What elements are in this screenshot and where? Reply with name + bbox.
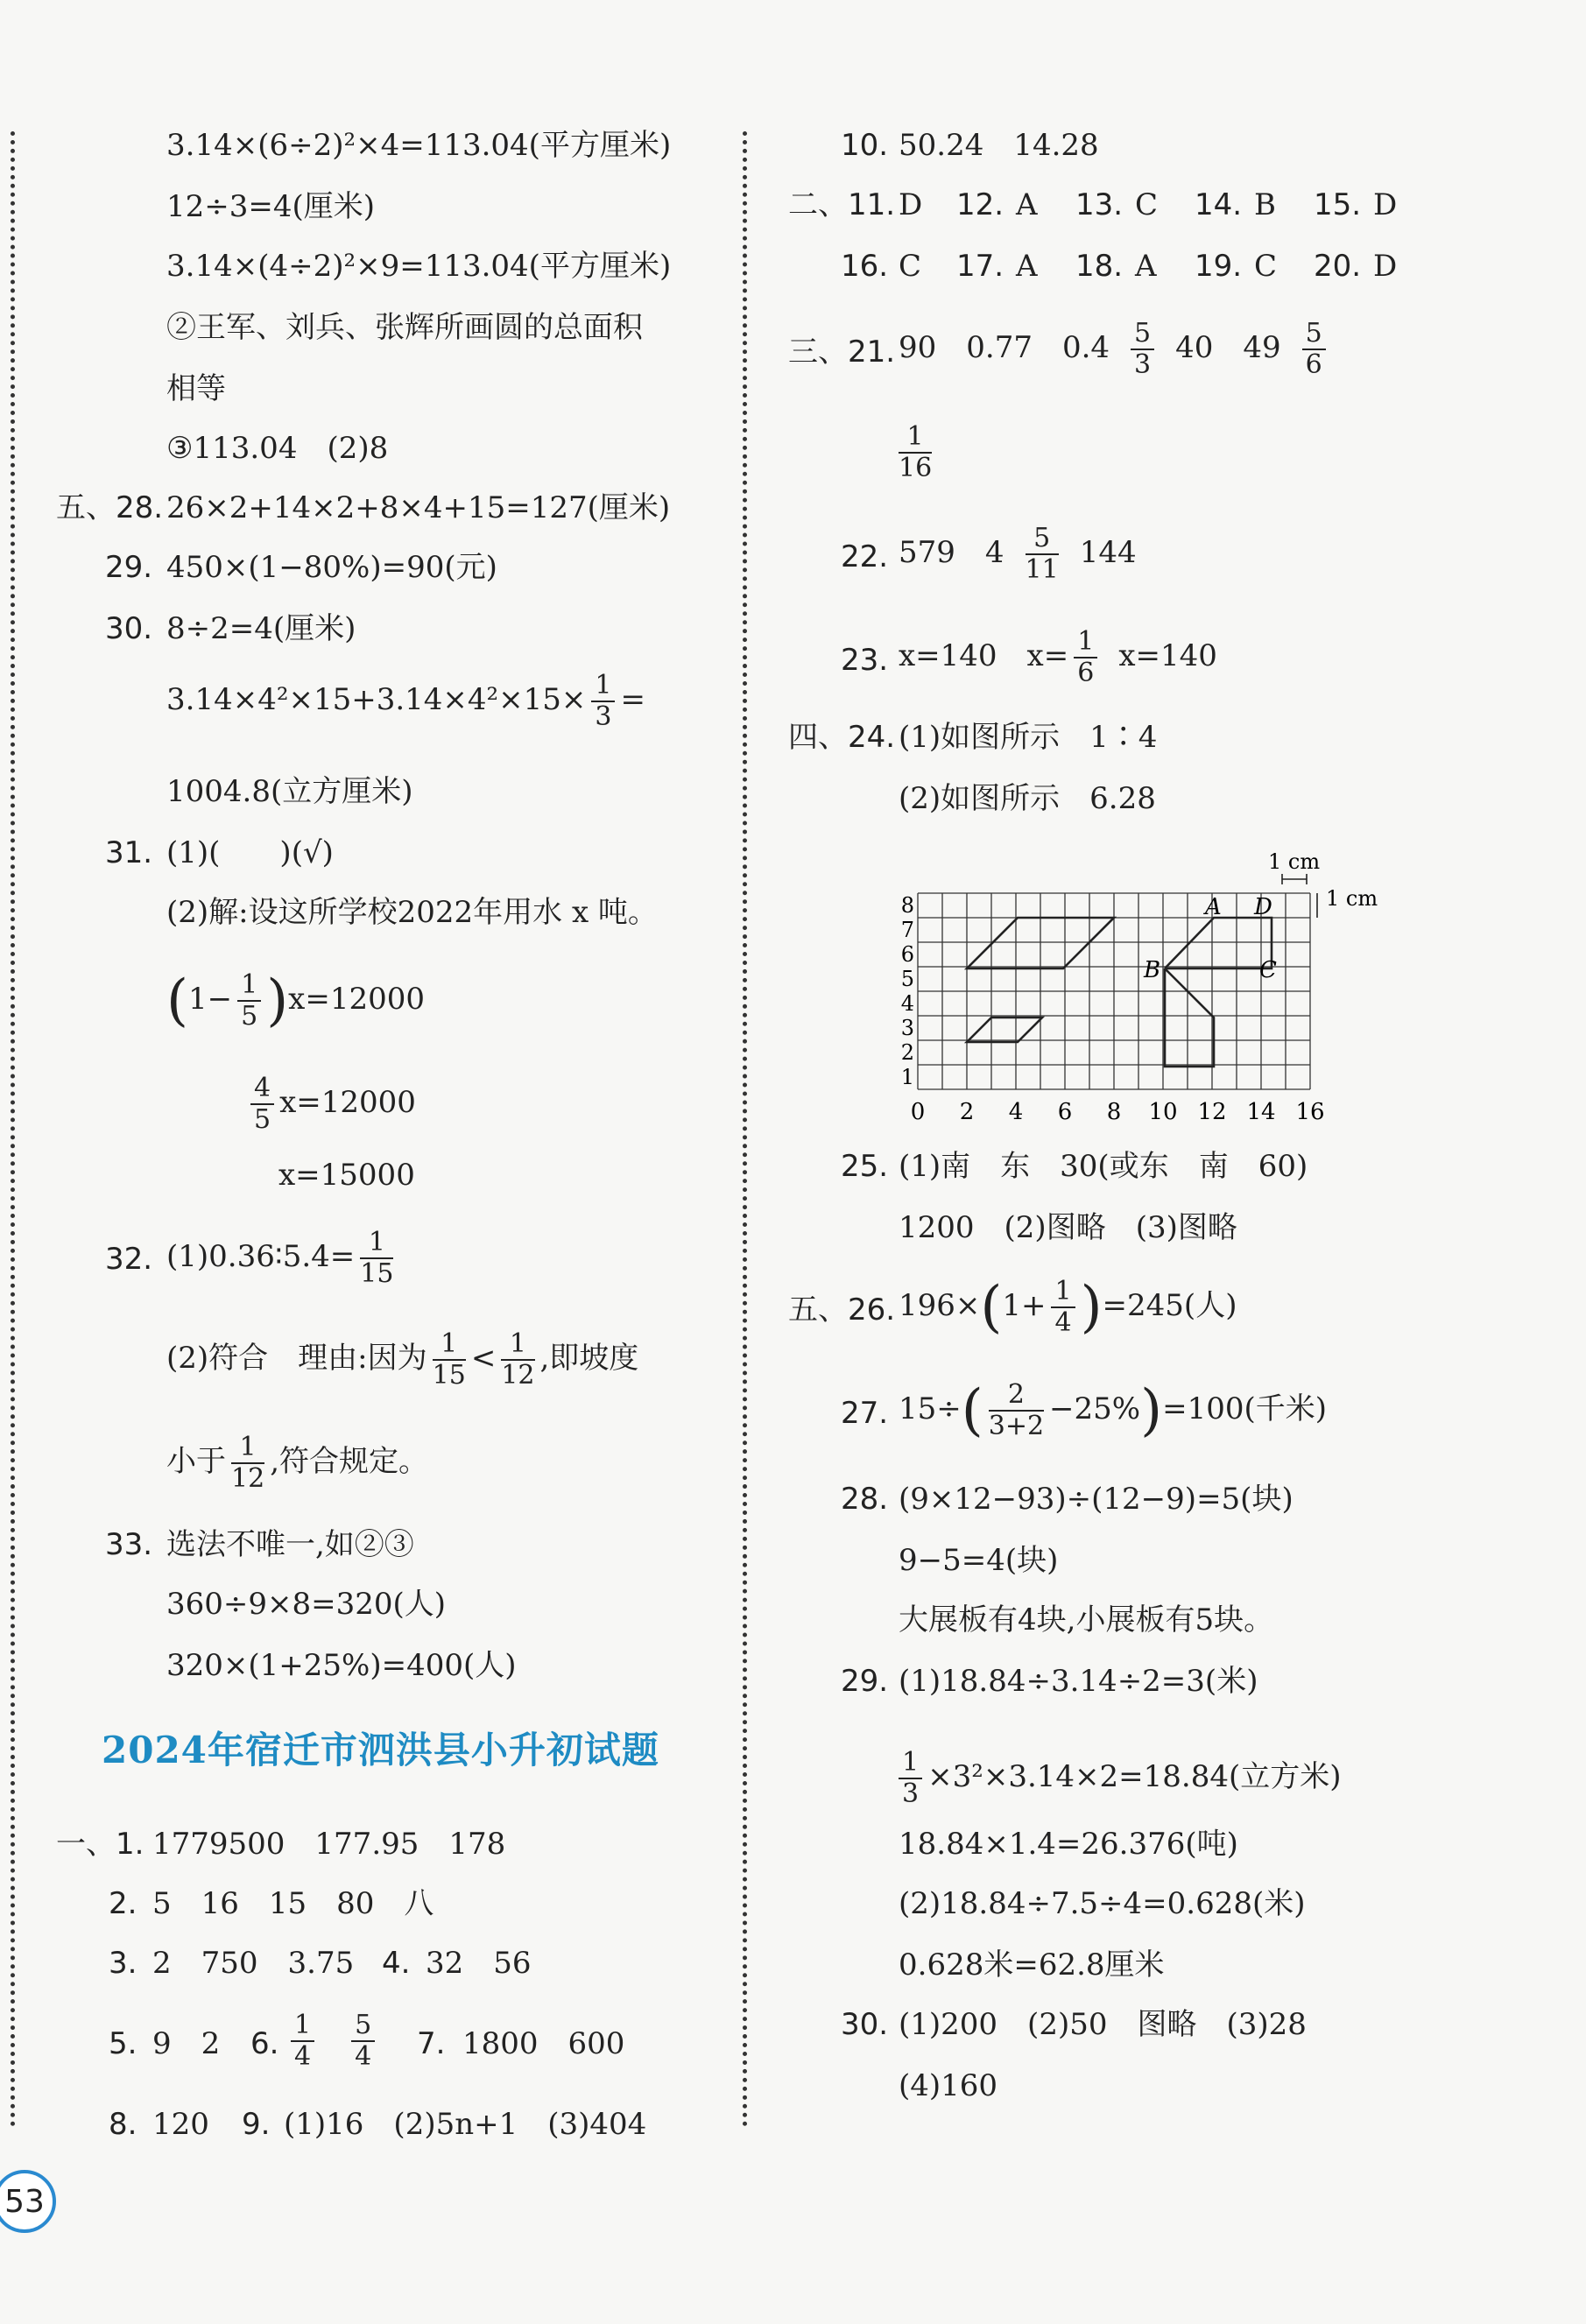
r28-answer-1: (9×12−93)÷(12−9)=5(块) — [899, 1482, 1293, 1517]
grid-shapes — [967, 918, 1272, 1067]
r28-answer-2: 9−5=4(块) — [899, 1543, 1059, 1578]
q31-answer-4 — [245, 1074, 416, 1135]
r26-f-num: 1 — [1051, 1277, 1075, 1308]
q29-answer: 450×(1−80%)=90(元) — [166, 550, 497, 585]
q29-label: 29. — [105, 550, 153, 585]
r21-values-2: 40 49 — [1175, 330, 1281, 365]
r26-mid: 1+ — [1002, 1288, 1047, 1323]
y-tick-label: 5 — [900, 967, 914, 991]
x-tick-label: 0 — [910, 1099, 926, 1125]
q32-conform: ,符合规定。 — [270, 1444, 428, 1479]
r22-value-end: 144 — [1079, 535, 1137, 570]
r23-f-num: 1 — [1074, 627, 1097, 658]
r11-label: 二、11. — [788, 187, 896, 222]
q30-frac-den: 3 — [595, 701, 612, 732]
q32-less-than: < — [470, 1341, 497, 1376]
s1-answer: 1779500 177.95 178 — [152, 1827, 506, 1862]
r23-values: x=140 x= — [899, 638, 1069, 673]
x-tick-label: 10 — [1148, 1099, 1178, 1125]
point-d: D — [1254, 894, 1272, 920]
y-tick-label: 8 — [900, 893, 914, 918]
r29-f-den: 3 — [902, 1778, 920, 1809]
q30-equals: = — [620, 682, 645, 717]
q30-answer-3: 1004.8(立方厘米) — [166, 774, 413, 809]
q31-frac-num: 1 — [237, 970, 261, 1002]
q31-eq-2: x=12000 — [279, 1085, 416, 1120]
s6-f2-den: 4 — [355, 2041, 372, 2072]
r18-label: 18. — [1075, 249, 1124, 284]
s1-label: 一、1. — [56, 1827, 145, 1862]
grid-figure — [893, 839, 1427, 1137]
r29-answer-2 — [893, 1748, 1342, 1809]
r21-f1-num: 5 — [1131, 319, 1154, 350]
s3-label: 3. — [109, 1946, 137, 1981]
r21-values-1: 90 0.77 0.4 — [899, 330, 1110, 365]
q30-answer-2 — [166, 671, 645, 732]
r21-f3-num: 1 — [899, 422, 932, 454]
s4-answer: 32 56 — [426, 1946, 532, 1981]
left-margin-dots — [11, 131, 15, 2128]
s6-label: 6. — [250, 2026, 279, 2061]
r30-answer-1: (1)200 (2)50 图略 (3)28 — [899, 2007, 1307, 2042]
s6-f1-den: 4 — [294, 2041, 312, 2072]
r24-label: 四、24. — [788, 720, 896, 755]
r26-open: ( — [980, 1275, 1003, 1340]
point-c: C — [1259, 957, 1277, 983]
q30-fraction — [591, 671, 615, 732]
r27-label: 27. — [841, 1396, 889, 1431]
s2-label: 2. — [109, 1886, 137, 1921]
r23-value-end: x=140 — [1118, 638, 1217, 673]
r27-pre: 15÷ — [899, 1391, 962, 1426]
r25-answer-2: 1200 (2)图略 (3)图略 — [899, 1210, 1237, 1245]
r29-fraction — [899, 1748, 922, 1809]
r15-label: 15. — [1314, 187, 1362, 222]
q31-frac-den: 5 — [241, 1001, 258, 1032]
r17-label: 17. — [956, 249, 1004, 284]
r12-label: 12. — [956, 187, 1004, 222]
left-line-3: 3.14×(4÷2)²×9=113.04(平方厘米) — [166, 249, 672, 284]
r29-post: ×3²×3.14×2=18.84(立方米) — [927, 1759, 1342, 1794]
r23-f-den: 6 — [1077, 658, 1095, 688]
x-tick-label: 12 — [1197, 1099, 1227, 1125]
r26-f-den: 4 — [1054, 1307, 1072, 1338]
y-axis-ticks — [901, 893, 914, 1089]
q33-answer-2: 360÷9×8=320(人) — [166, 1587, 447, 1622]
q31-one-minus: 1− — [187, 982, 233, 1017]
x-tick-label: 16 — [1295, 1099, 1325, 1125]
left-line-5: 相等 — [166, 371, 226, 406]
r20-answer: D — [1373, 249, 1398, 284]
r29-f-num: 1 — [899, 1748, 922, 1779]
page-number: 53 — [0, 2170, 56, 2233]
x-axis-ticks — [911, 1099, 1325, 1125]
q32-fraction-c — [231, 1433, 264, 1494]
r26-close: ) — [1080, 1275, 1103, 1340]
s6-f1-num: 1 — [291, 2011, 314, 2042]
y-tick-label: 7 — [900, 918, 914, 942]
section-title: 2024年宿迁市泗洪县小升初试题 — [102, 1729, 659, 1771]
q32-frac-num: 1 — [360, 1228, 393, 1259]
q32-fb-num: 1 — [501, 1329, 534, 1361]
r21-f3-den: 16 — [899, 453, 933, 483]
q31-paren-close: ) — [266, 968, 289, 1033]
r25-answer-1: (1)南 东 30(或东 南 60) — [899, 1149, 1308, 1184]
r22-values: 579 4 — [899, 535, 1004, 570]
r14-label: 14. — [1195, 187, 1243, 222]
q32-fraction — [360, 1228, 393, 1289]
x-tick-label: 6 — [1057, 1099, 1073, 1125]
s5-label: 5. — [109, 2026, 137, 2061]
q31-fraction-2 — [250, 1074, 274, 1135]
r22-fraction — [1026, 524, 1059, 585]
r23-fraction — [1074, 627, 1097, 688]
s9-answer: (1)16 (2)5n+1 (3)404 — [284, 2107, 647, 2142]
q31-frac2-den: 5 — [254, 1104, 271, 1135]
r20-label: 20. — [1314, 249, 1362, 284]
s9-label: 9. — [242, 2107, 271, 2142]
r28-label: 28. — [841, 1482, 889, 1517]
q32-answer-1 — [166, 1228, 398, 1289]
q33-answer-3: 320×(1+25%)=400(人) — [166, 1648, 517, 1683]
r13-answer: C — [1135, 187, 1159, 222]
point-b: B — [1144, 957, 1161, 983]
r12-answer: A — [1016, 187, 1038, 222]
r22-f-num: 5 — [1026, 524, 1059, 555]
r27-fraction — [989, 1380, 1044, 1441]
scale-label-right: 1 cm — [1326, 886, 1378, 911]
r21-fraction-2 — [1302, 319, 1326, 380]
rotated-figure — [1165, 968, 1214, 1067]
s7-label: 7. — [417, 2026, 446, 2061]
r27-answer — [899, 1380, 1327, 1441]
r30-label: 30. — [841, 2007, 889, 2042]
r18-answer: A — [1135, 249, 1157, 284]
q32-fc-den: 12 — [231, 1463, 265, 1494]
left-line-6: ③113.04 (2)8 — [166, 431, 389, 466]
point-a: A — [1205, 894, 1222, 920]
x-tick-label: 8 — [1106, 1099, 1122, 1125]
s8-label: 8. — [109, 2107, 137, 2142]
r24-answer-2: (2)如图所示 6.28 — [899, 781, 1156, 816]
r26-label: 五、26. — [788, 1292, 896, 1327]
r22-answer — [899, 524, 1137, 585]
r11-answer: D — [899, 187, 923, 222]
r16-label: 16. — [841, 249, 889, 284]
q31-label: 31. — [105, 835, 153, 870]
r22-f-den: 11 — [1025, 554, 1059, 585]
y-tick-label: 4 — [900, 991, 914, 1016]
r21-f2-num: 5 — [1302, 319, 1326, 350]
q32-fraction-a — [433, 1329, 466, 1391]
left-line-2: 12÷3=4(厘米) — [166, 189, 376, 224]
q31-fraction — [237, 970, 261, 1032]
s6-fraction-2 — [351, 2011, 375, 2072]
r13-label: 13. — [1075, 187, 1124, 222]
y-tick-label: 6 — [900, 942, 914, 967]
r15-answer: D — [1373, 187, 1398, 222]
q31-answer-5: x=15000 — [278, 1158, 415, 1193]
r25-label: 25. — [841, 1149, 889, 1184]
r27-post: =100(千米) — [1162, 1391, 1327, 1426]
r29-answer-3: 18.84×1.4=26.376(吨) — [899, 1827, 1238, 1862]
q30-frac-num: 1 — [591, 671, 615, 702]
r23-label: 23. — [841, 643, 889, 678]
left-line-1: 3.14×(6÷2)²×4=113.04(平方厘米) — [166, 128, 672, 163]
r23-answer — [899, 627, 1217, 688]
r24-answer-1: (1)如图所示 1∶4 — [899, 720, 1158, 755]
scale-label-top: 1 cm — [1268, 849, 1321, 874]
q32-fraction-b — [501, 1329, 534, 1391]
s6-f2-num: 5 — [351, 2011, 375, 2042]
q31-frac2-num: 4 — [250, 1074, 274, 1105]
q32-frac-den: 15 — [360, 1258, 394, 1289]
r29-label: 29. — [841, 1664, 889, 1699]
q32-fc-num: 1 — [231, 1433, 264, 1464]
s8-answer: 120 — [152, 2107, 209, 2142]
q30-label: 30. — [105, 611, 153, 646]
grid-lines — [918, 893, 1310, 1089]
r28-answer-3: 大展板有4块,小展板有5块。 — [899, 1602, 1274, 1637]
r27-mid: −25% — [1049, 1391, 1141, 1426]
q28-label: 五、28. — [56, 490, 164, 525]
s4-label: 4. — [382, 1946, 411, 1981]
s2-answer: 5 16 15 80 八 — [152, 1886, 434, 1921]
x-tick-label: 14 — [1246, 1099, 1276, 1125]
q31-paren-open: ( — [166, 968, 188, 1033]
q31-answer-3 — [166, 970, 425, 1032]
r10-label: 10. — [841, 128, 889, 163]
r16-answer: C — [899, 249, 922, 284]
y-tick-label: 1 — [900, 1065, 914, 1089]
y-tick-label: 3 — [900, 1016, 914, 1040]
r29-answer-1: (1)18.84÷3.14÷2=3(米) — [899, 1664, 1258, 1699]
r21-answer — [899, 319, 1331, 380]
s5-answer: 9 2 — [152, 2026, 221, 2061]
r27-f-den: 3+2 — [988, 1411, 1045, 1441]
r26-fraction — [1051, 1277, 1075, 1338]
r21-f1-den: 3 — [1134, 349, 1152, 380]
r17-answer: A — [1016, 249, 1038, 284]
r29-answer-4: (2)18.84÷7.5÷4=0.628(米) — [899, 1886, 1306, 1921]
r19-answer: C — [1254, 249, 1278, 284]
q32-answer-2 — [166, 1329, 638, 1391]
y-tick-label: 2 — [900, 1040, 914, 1065]
q33-label: 33. — [105, 1527, 153, 1562]
x-tick-label: 2 — [959, 1099, 975, 1125]
r21-fraction-1 — [1131, 319, 1154, 380]
s6-fraction-1 — [291, 2011, 314, 2072]
left-line-4: ②王军、刘兵、张辉所画圆的总面积 — [166, 310, 643, 345]
r14-answer: B — [1254, 187, 1276, 222]
r21-answer-2 — [893, 422, 937, 483]
q33-answer-1: 选法不唯一,如②③ — [166, 1527, 414, 1562]
q32-reason: (2)符合 理由:因为 — [166, 1341, 427, 1376]
q30-answer-1: 8÷2=4(厘米) — [166, 611, 356, 646]
q31-answer-1: (1)( )(√) — [166, 835, 334, 870]
r21-f2-den: 6 — [1305, 349, 1322, 380]
q32-ratio: (1)0.36∶5.4= — [166, 1239, 356, 1274]
q32-label: 32. — [105, 1242, 153, 1277]
q32-less: 小于 — [166, 1444, 226, 1479]
q32-fa-den: 15 — [432, 1360, 466, 1391]
r27-open: ( — [961, 1378, 983, 1443]
r29-answer-5: 0.628米=62.8厘米 — [899, 1947, 1165, 1982]
q30-expr: 3.14×4²×15+3.14×4²×15× — [166, 682, 587, 717]
q32-fa-num: 1 — [433, 1329, 466, 1361]
r26-answer — [899, 1277, 1237, 1338]
small-parallelogram — [967, 1018, 1042, 1042]
x-tick-label: 4 — [1008, 1099, 1024, 1125]
q32-fb-den: 12 — [501, 1360, 535, 1391]
r10-answer: 50.24 14.28 — [899, 128, 1099, 163]
r26-pre: 196× — [899, 1288, 981, 1323]
q28-answer: 26×2+14×2+8×4+15=127(厘米) — [166, 490, 671, 525]
s3-answer: 2 750 3.75 — [152, 1946, 355, 1981]
center-divider-dots — [743, 131, 747, 2128]
s6-answer — [285, 2011, 380, 2072]
r19-label: 19. — [1195, 249, 1243, 284]
q31-eq: x=12000 — [288, 982, 425, 1017]
r22-label: 22. — [841, 539, 889, 574]
r30-answer-2: (4)160 — [899, 2068, 998, 2103]
r26-post: =245(人) — [1102, 1288, 1237, 1323]
r27-close: ) — [1140, 1378, 1163, 1443]
q32-slope: ,即坡度 — [539, 1341, 639, 1376]
q32-answer-3 — [166, 1433, 428, 1494]
r21-label: 三、21. — [788, 335, 896, 370]
r27-f-num: 2 — [989, 1380, 1044, 1412]
s7-answer: 1800 600 — [462, 2026, 625, 2061]
q31-answer-2: (2)解:设这所学校2022年用水 x 吨。 — [166, 895, 658, 930]
quadrilateral-abcd — [1165, 918, 1272, 968]
r21-fraction-3 — [899, 422, 932, 483]
